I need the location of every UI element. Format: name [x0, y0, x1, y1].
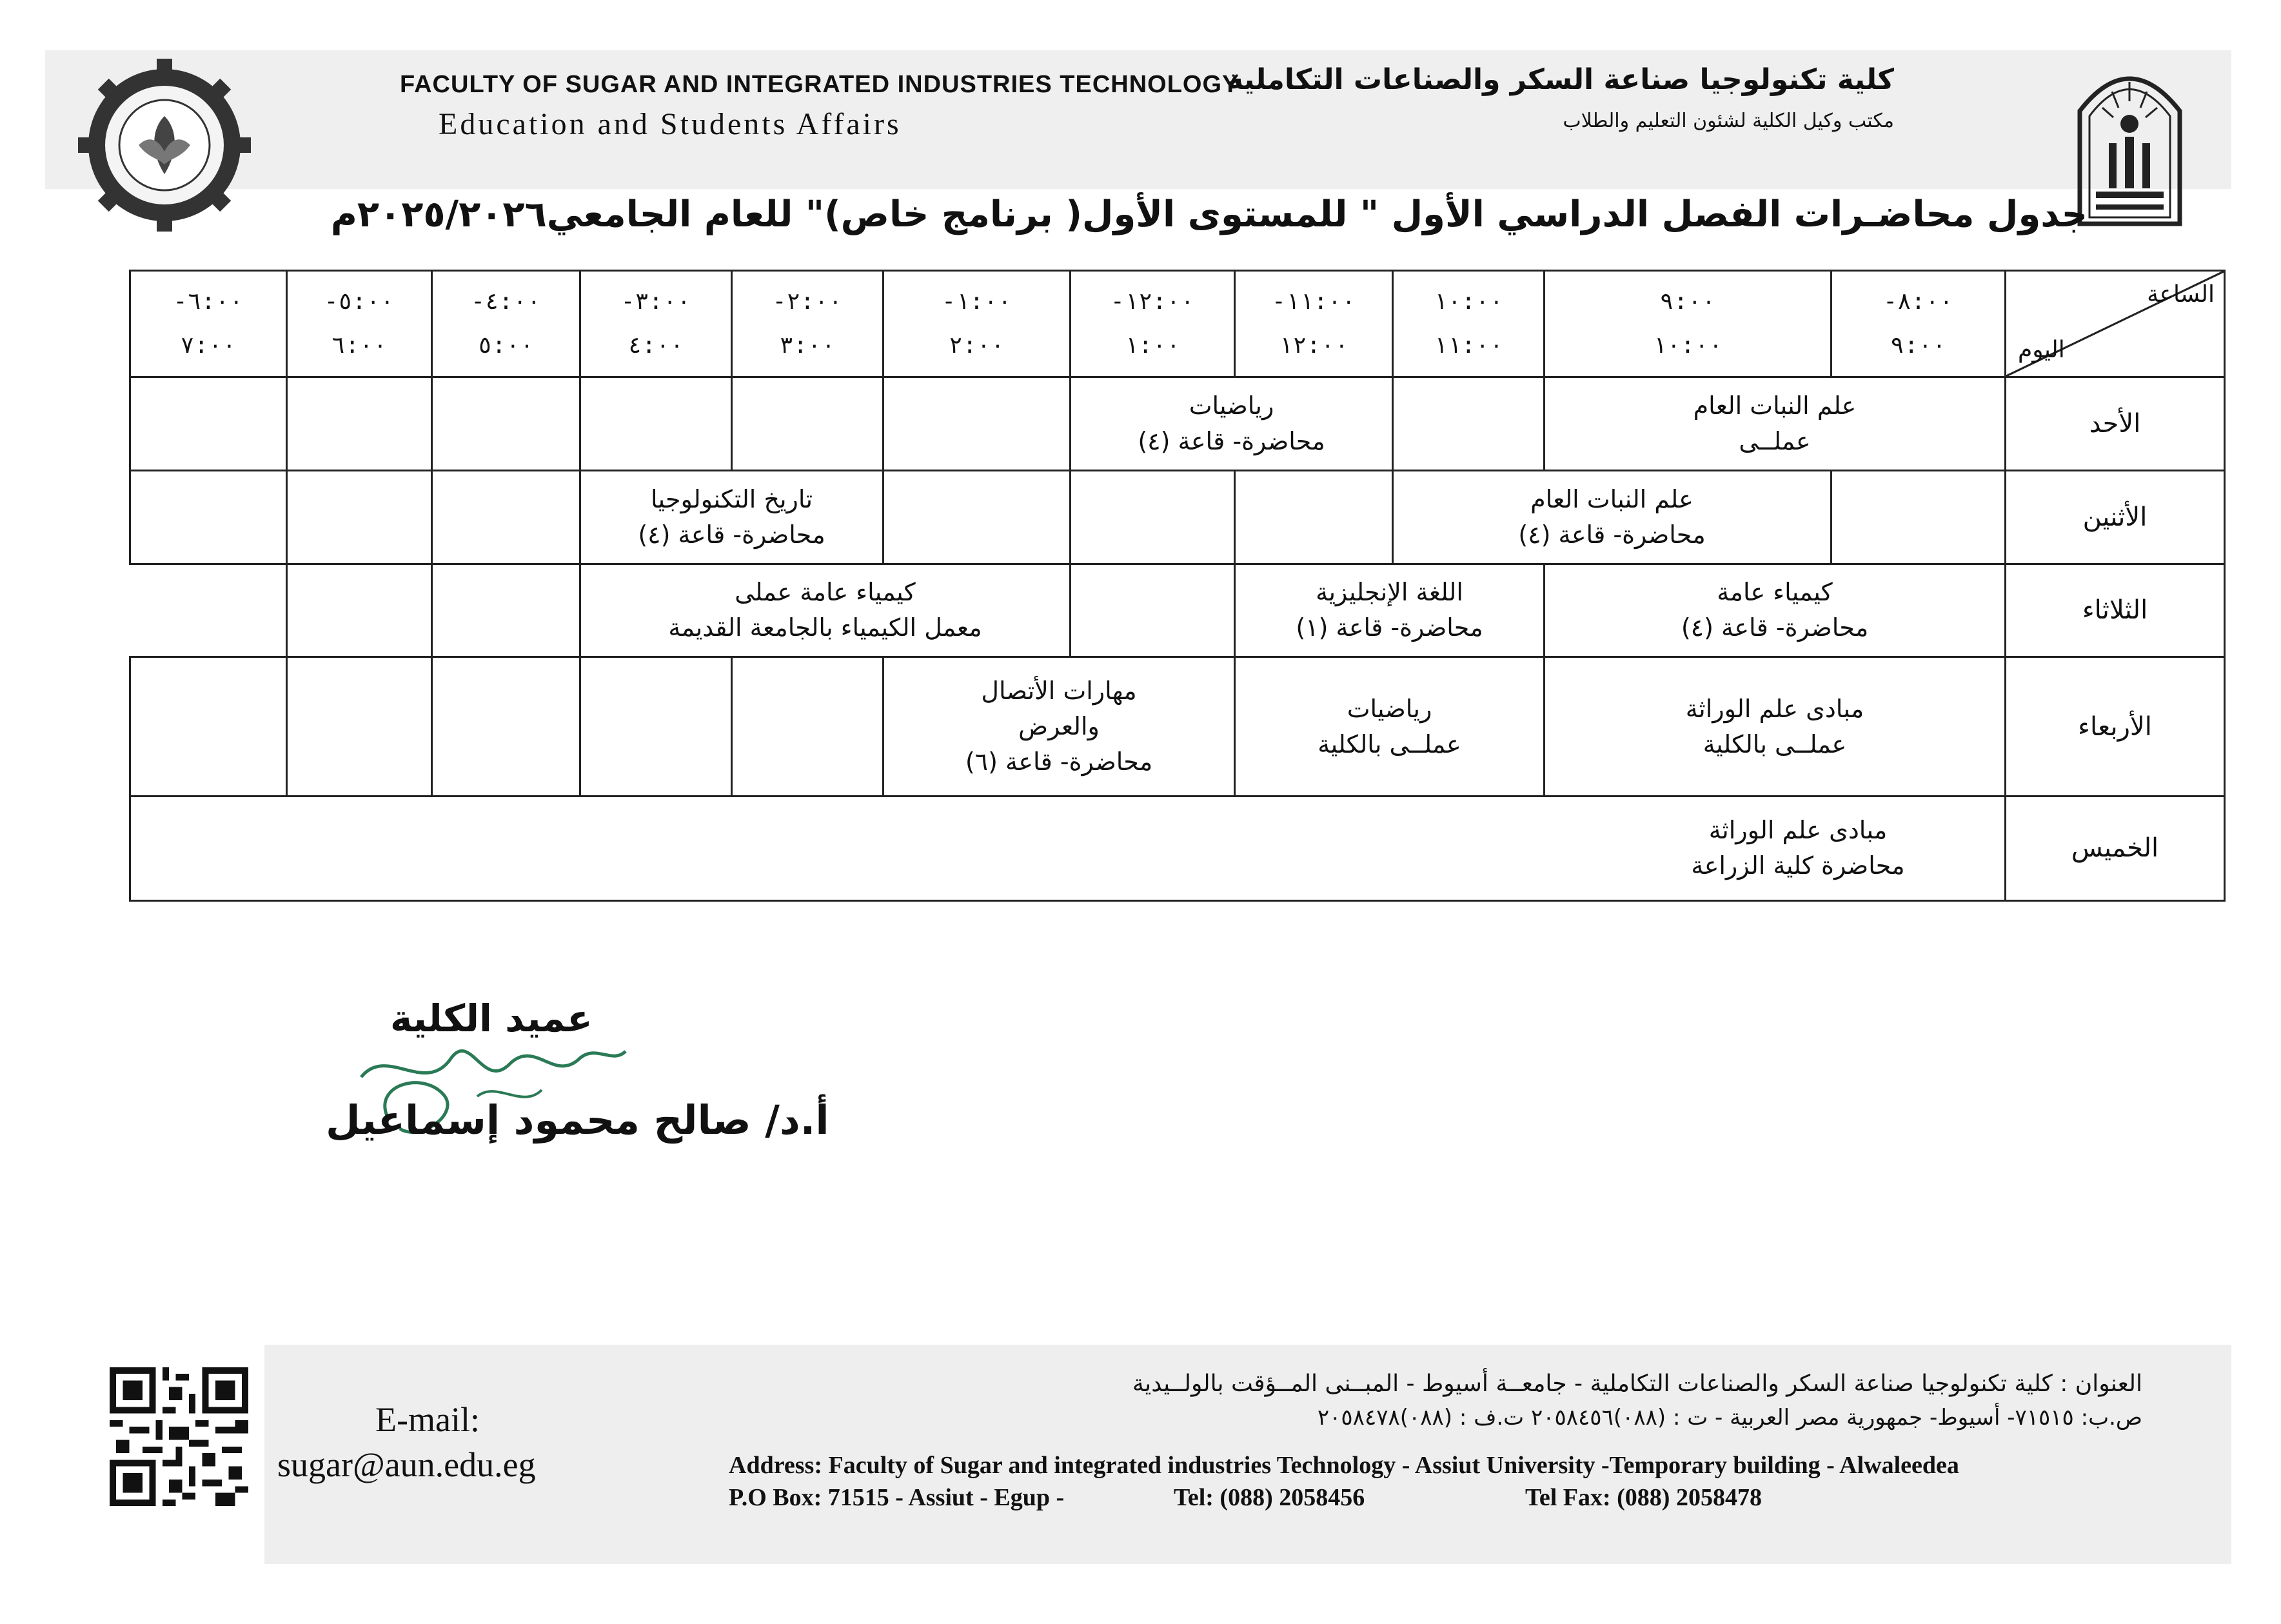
- fax-text: Tel Fax: (088) 2058478: [1525, 1484, 1762, 1511]
- hour-label: الساعة: [2147, 281, 2215, 308]
- empty-cell: [884, 377, 1071, 471]
- table-row-monday: [130, 470, 2225, 564]
- phone-text: Tel: (088) 2058456: [1174, 1484, 1365, 1511]
- qr-code-icon[interactable]: [110, 1367, 248, 1506]
- empty-cell: [1235, 470, 1393, 564]
- empty-cell: [287, 657, 432, 797]
- pobox-text: P.O Box: 71515 - Assiut - Egup -: [729, 1484, 1065, 1511]
- empty-cell: [580, 657, 732, 797]
- empty-cell: [130, 377, 287, 471]
- faculty-arabic-title: كلية تكنولوجيا صناعة السكر والصناعات التكاملية: [1227, 63, 1894, 96]
- empty-cell: [432, 470, 580, 564]
- department-english-subtitle: Education and Students Affairs: [439, 107, 902, 141]
- arabic-contact: ص.ب: ٧١٥١٥- أسيوط- جمهورية مصر العربية - ت : (٠٨٨)٢٠٥٨٤٥٦ ت.ف : (٠٨٨)٢٠٥٨٤٧٨: [1317, 1405, 2142, 1431]
- time-slot-header: ٨:٠٠- ٩:٠٠: [1832, 271, 2006, 377]
- empty-cell: [1071, 564, 1235, 657]
- class-cell: تاريخ التكنولوجيا محاضرة- قاعة (٤): [580, 470, 884, 564]
- arabic-address: العنوان : كلية تكنولوجيا صناعة السكر والصناعات التكاملية - جامعــة أسيوط - المبــنى المــؤقت بالولــيدية: [1132, 1371, 2142, 1397]
- class-cell: مهارات الأتصال والعرض محاضرة- قاعة (٦): [884, 657, 1235, 797]
- empty-cell: [130, 470, 287, 564]
- empty-cell: [432, 377, 580, 471]
- empty-cell: [580, 377, 732, 471]
- empty-cell: [287, 564, 432, 657]
- time-slot-header: ٢:٠٠- ٣:٠٠: [732, 271, 884, 377]
- day-cell: الخميس: [2006, 796, 2225, 900]
- empty-cell: [287, 470, 432, 564]
- time-slot-header: ٣:٠٠- ٤:٠٠: [580, 271, 732, 377]
- corner-header-cell: [2006, 271, 2225, 377]
- faculty-english-title: FACULTY OF SUGAR AND INTEGRATED INDUSTRIES TECHNOLOGY: [400, 71, 1239, 98]
- table-header-row: [130, 271, 2225, 377]
- schedule-title: جدول محاضـرات الفصل الدراسي الأول " للمستوى الأول( برنامج خاص)" للعام الجامعي٢٠٢٥/٢٠٢٦م: [330, 193, 2088, 235]
- time-slot-header: ١١:٠٠- ١٢:٠٠: [1235, 271, 1393, 377]
- english-address: Address: Faculty of Sugar and integrated industries Technology - Assiut University -Temporary building - Alwaleedea: [729, 1452, 1959, 1479]
- dean-title: عميد الكلية: [390, 996, 593, 1040]
- dean-name: أ.د/ صالح محمود إسماعيل: [326, 1096, 829, 1144]
- table-row-thursday: [130, 796, 2225, 900]
- day-cell: الأربعاء: [2006, 657, 2225, 797]
- lecture-schedule-table: [129, 270, 2226, 902]
- class-cell: رياضيات عملــى بالكلية: [1235, 657, 1545, 797]
- english-contact: [729, 1483, 1762, 1512]
- empty-cell: [287, 377, 432, 471]
- class-cell: كيمياء عامة عملى معمل الكيمياء بالجامعة القديمة: [580, 564, 1071, 657]
- day-cell: الثلاثاء: [2006, 564, 2225, 657]
- email-label: E-mail:: [375, 1400, 480, 1439]
- empty-cell: [432, 657, 580, 797]
- time-slot-header: ١٠:٠٠ ١١:٠٠: [1393, 271, 1545, 377]
- empty-cell: [1071, 470, 1235, 564]
- time-slot-header: ١:٠٠- ٢:٠٠: [884, 271, 1071, 377]
- time-slot-header: ١٢:٠٠- ١:٠٠: [1071, 271, 1235, 377]
- time-slot-header: ٤:٠٠- ٥:٠٠: [432, 271, 580, 377]
- empty-cell: [732, 377, 884, 471]
- empty-cell: [130, 657, 287, 797]
- class-cell: علم النبات العام محاضرة- قاعة (٤): [1393, 470, 1832, 564]
- day-cell: الأحد: [2006, 377, 2225, 471]
- assiut-university-logo-icon: [2073, 53, 2186, 230]
- day-label: اليوم: [2018, 336, 2065, 363]
- class-cell: كيمياء عامة محاضرة- قاعة (٤): [1545, 564, 2006, 657]
- table-row-tuesday: [130, 564, 2225, 657]
- class-cell: علم النبات العام عملــى: [1545, 377, 2006, 471]
- department-arabic-subtitle: مكتب وكيل الكلية لشئون التعليم والطلاب: [1563, 110, 1894, 132]
- empty-cell: [732, 657, 884, 797]
- empty-cell: [432, 564, 580, 657]
- class-cell: مبادى علم الوراثة عملــى بالكلية: [1545, 657, 2006, 797]
- class-cell: اللغة الإنجليزية محاضرة- قاعة (١): [1235, 564, 1545, 657]
- table-row-wednesday: [130, 657, 2225, 797]
- email-link[interactable]: sugar@aun.edu.eg: [277, 1445, 536, 1484]
- day-cell: الأثنين: [2006, 470, 2225, 564]
- empty-cell: [884, 470, 1071, 564]
- empty-cell: [1393, 377, 1545, 471]
- time-slot-header: ٥:٠٠- ٦:٠٠: [287, 271, 432, 377]
- class-cell: رياضيات محاضرة- قاعة (٤): [1071, 377, 1393, 471]
- table-row-sunday: [130, 377, 2225, 471]
- time-slot-header: ٩:٠٠ ١٠:٠٠: [1545, 271, 1832, 377]
- time-slot-header: ٦:٠٠- ٧:٠٠: [130, 271, 287, 377]
- class-cell: مبادى علم الوراثة محاضرة كلية الزراعة: [130, 796, 2006, 900]
- empty-cell: [1832, 470, 2006, 564]
- assiut-university-seal-icon: [74, 55, 255, 235]
